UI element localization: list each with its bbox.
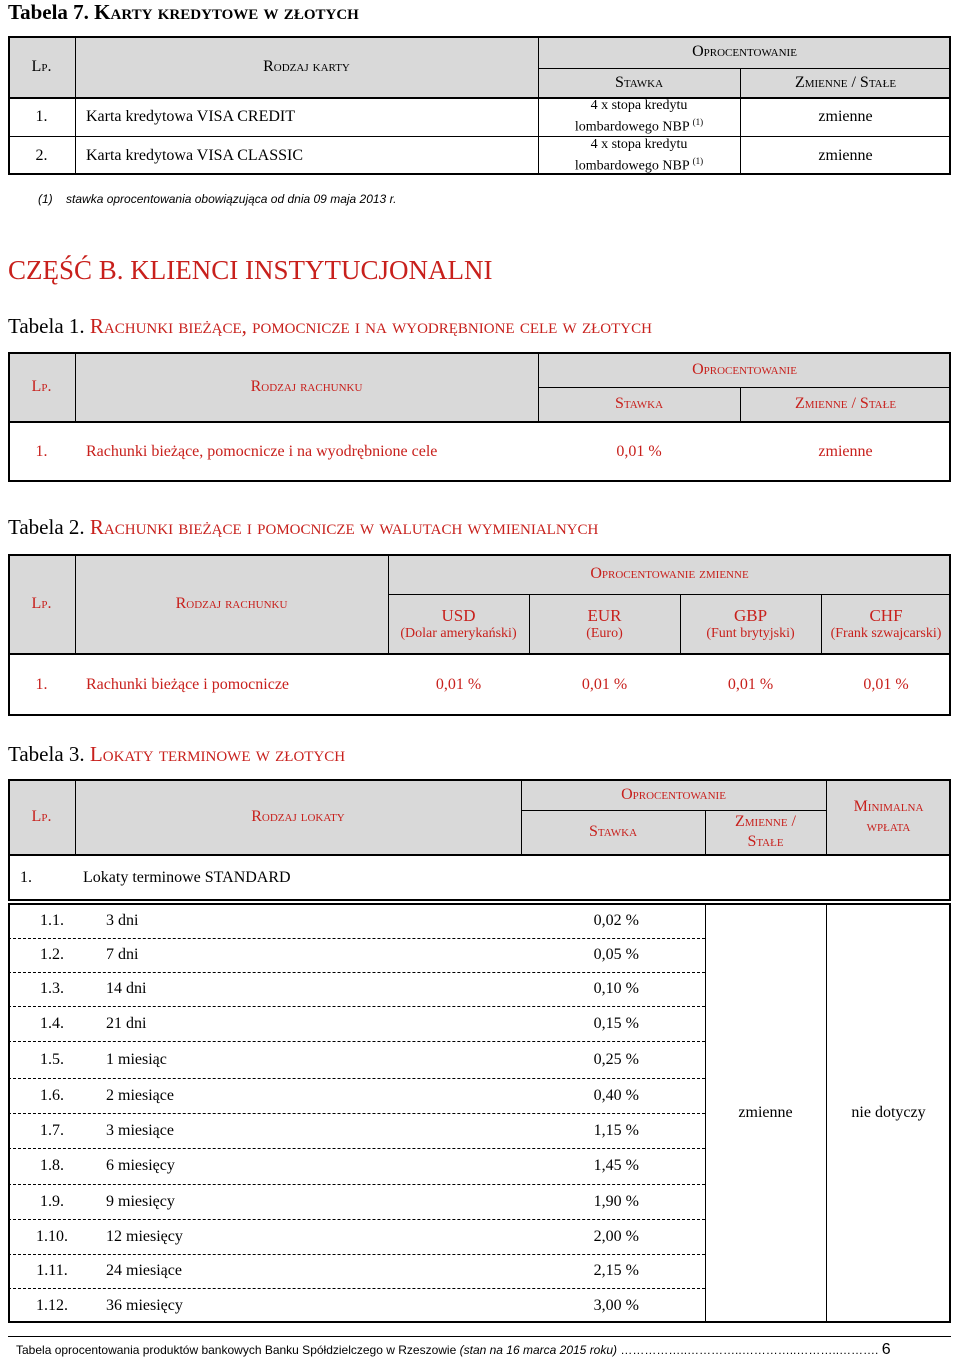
table7-row-name: Karta kredytowa VISA CLASSIC [86,147,304,164]
table3-row-stawka: 0,02 % [593,911,639,929]
table3-header-minimalna-line1: Minimalna [853,797,924,815]
table3-row-name: 36 miesięcy [106,1296,183,1314]
page-number: 6 [881,1341,891,1358]
table2-row-chf: 0,01 % [863,675,909,693]
currency-name: (Funt brytyjski) [706,625,795,641]
table3-row-lp: 1.9. [40,1192,64,1210]
table1-header-zmienne: Zmienne / Stałe [794,395,897,412]
currency-code: GBP [733,605,768,625]
row-divider [8,1113,705,1114]
footer-rule [8,1336,951,1337]
table3-row-stawka: 3,00 % [593,1296,639,1314]
table1-header-stawka: Stawka [614,395,664,412]
table3-row-name: 7 dni [106,946,139,963]
table3-row-lp: 1.6. [40,1086,64,1104]
row-divider [8,1219,705,1220]
table3-header-oprocentowanie: Oprocentowanie [621,785,726,803]
table7-row-name: Karta kredytowa VISA CREDIT [86,108,295,125]
table3-row-stawka: 2,15 % [593,1262,639,1279]
table3-header-stawka: Stawka [588,823,638,840]
table3-header-minimalna [826,779,951,854]
table3-row-stawka: 1,90 % [593,1192,639,1210]
table7-row-typ: zmienne [818,147,873,164]
table3-row-lp: 1.10. [36,1227,68,1245]
table3-row-stawka: 0,25 % [593,1050,639,1068]
currency-gbp [680,594,821,653]
row-divider [8,1041,705,1042]
table7-title-prefix: Tabela 7. [8,0,89,24]
table3-row-stawka: 0,10 % [593,980,639,997]
table3-row-lp: 1.11. [36,1262,68,1279]
section-heading: CZĘŚĆ B. KLIENCI INSTYTUCJONALNI [8,255,493,285]
table3-row-name: 14 dni [106,980,147,997]
table1-title-prefix: Tabela 1. [8,314,85,338]
table3-group-lp: 1. [20,868,32,886]
currency-chf [821,594,951,653]
row-divider [8,1254,705,1255]
table7-header-zmienne: Zmienne / Stałe [794,73,897,91]
table3-row-stawka: 1,45 % [593,1157,639,1174]
table3-typ: zmienne [738,1104,793,1121]
table7-header-oprocentowanie: Oprocentowanie [692,43,797,60]
table7-header-stawka: Stawka [614,73,664,91]
table3-row-name: 12 miesięcy [106,1227,183,1245]
footnote-mark: (1) [692,117,704,128]
table7-row-lp: 1. [35,108,48,125]
table3-row-lp: 1.12. [36,1296,68,1314]
table3-row-name: 3 dni [106,911,139,929]
table7-title-text: Karty kredytowe w złotych [94,0,359,24]
currency-code: USD [441,605,476,625]
table2-title-text: Rachunki bieżące i pomocnicze w walutach wymienialnych [89,515,599,539]
table3-row-lp: 1.1. [40,911,64,929]
table3-title-text: Lokaty terminowe w złotych [89,742,346,766]
table1-header-oprocentowanie: Oprocentowanie [692,360,797,378]
row-divider [8,1006,705,1007]
table7-row-stawka-line2: lombardowego NBP [574,158,690,174]
table7-row-stawka-line1: 4 x stopa kredytu [590,137,688,153]
table7-footnote-text: stawka oprocentowania obowiązująca od dnia 09 maja 2013 r. [66,192,397,206]
currency-usd [388,594,529,653]
table3-row-lp: 1.3. [40,980,64,997]
table3-header-rodzaj: Rodzaj lokaty [251,807,345,825]
table3-row-stawka: 2,00 % [593,1227,639,1245]
currency-name: (Euro) [586,625,623,641]
table3-row-name: 1 miesiąc [106,1050,167,1068]
table3-min-wplata: nie dotyczy [851,1104,926,1121]
table3-row-lp: 1.8. [40,1157,64,1174]
currency-eur [529,594,680,653]
table3-header-zmienne [705,810,826,854]
table3-row-name: 2 miesiące [106,1086,174,1104]
footer [16,1341,891,1359]
currency-name: (Dolar amerykański) [400,625,517,641]
currency-code: EUR [587,605,622,625]
table3-row-lp: 1.4. [40,1014,64,1032]
table3-row-lp: 1.7. [40,1121,64,1139]
table1-title [8,314,652,339]
table3-row-name: 3 miesiące [106,1121,174,1139]
row-divider [8,1078,705,1079]
table7-title [8,0,359,25]
table3-row-stawka: 0,40 % [593,1086,639,1104]
row-divider [8,972,705,973]
footnote-mark: (1) [692,156,704,167]
row-divider [8,1288,705,1289]
table2-title [8,515,598,540]
table2-row-eur: 0,01 % [581,675,628,693]
table3-row-name: 24 miesiące [106,1262,182,1279]
currency-name: (Frank szwajcarski) [830,625,942,641]
table2-header-rodzaj: Rodzaj rachunku [175,594,288,612]
table2-row-usd: 0,01 % [435,675,482,693]
table7-header-lp: Lp. [31,57,52,75]
footer-date: (stan na 16 marca 2015 roku) [459,1343,618,1357]
table2-header-oprocentowanie: Oprocentowanie zmienne [590,565,749,582]
table3-header-minimalna-line2: wpłata [866,817,911,835]
table3-row-lp: 1.5. [40,1050,64,1068]
row-divider [8,1148,705,1149]
table3-row-stawka: 1,15 % [593,1121,639,1139]
table3-header-zmienne-line1: Zmienne / [735,813,796,830]
table3-row-name: 9 miesięcy [106,1192,175,1210]
table2-row-name: Rachunki bieżące i pomocnicze [86,675,290,693]
table7-row-stawka-line1: 4 x stopa kredytu [590,98,688,114]
table3-row-lp: 1.2. [40,946,64,963]
table2-title-prefix: Tabela 2. [8,515,85,539]
table1-header-rodzaj: Rodzaj rachunku [250,377,363,395]
table7-row-stawka-line2: lombardowego NBP [574,119,690,135]
table3-row-stawka: 0,15 % [593,1014,639,1032]
table1-row-lp: 1. [35,442,48,460]
table1-title-text: Rachunki bieżące, pomocnicze i na wyodrębnione cele w złotych [89,314,652,338]
table7-row-stawka [538,137,740,175]
table3-header-zmienne-line2: Stałe [747,833,784,850]
table3-title [8,742,345,767]
footer-text: Tabela oprocentowania produktów bankowych Banku Spółdzielczego w Rzeszowie [16,1343,457,1357]
table7-row-typ: zmienne [818,108,873,125]
table7-row-lp: 2. [35,147,48,164]
table7-row-stawka [538,98,740,136]
table1-header-lp: Lp. [31,377,52,395]
table2-header-lp: Lp. [31,594,52,612]
table1-row-stawka: 0,01 % [616,442,662,460]
table1-row-typ: zmienne [818,442,873,460]
table7-header-rodzaj: Rodzaj karty [263,57,350,75]
row-divider [8,1184,705,1185]
table7-footnote [38,192,396,206]
table3-header-lp: Lp. [31,807,52,825]
table3-title-prefix: Tabela 3. [8,742,85,766]
footer-dots: ……………..…………..…………..………..………. [620,1343,879,1357]
table3-group-name: Lokaty terminowe STANDARD [83,868,291,886]
table2-row-lp: 1. [35,675,48,693]
table7-footnote-mark: (1) [38,192,53,206]
table2-row-gbp: 0,01 % [727,675,774,693]
table3-row-stawka: 0,05 % [593,946,639,963]
table1-row-name: Rachunki bieżące, pomocnicze i na wyodrębnione cele [86,442,438,460]
row-divider [8,938,705,939]
table3-row-name: 6 miesięcy [106,1157,175,1174]
table3-row-name: 21 dni [106,1014,147,1032]
currency-code: CHF [869,605,903,625]
